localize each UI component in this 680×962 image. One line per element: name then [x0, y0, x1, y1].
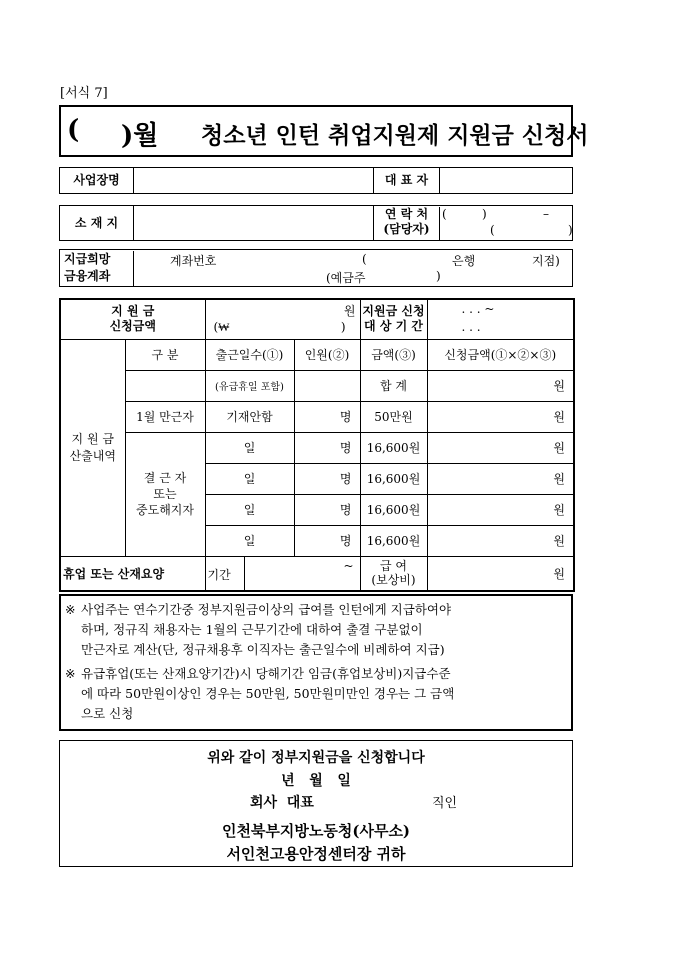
- wage-label-line1: 급 여: [380, 559, 407, 574]
- partial-days-cell[interactable]: 일: [205, 525, 294, 556]
- partial-label-line3: 중도해지자: [136, 503, 194, 517]
- paid-leave-note: (유급휴일 포함): [205, 370, 294, 401]
- address-label: 소 재 지: [60, 206, 134, 240]
- phone-close: ): [482, 207, 487, 221]
- partial-amount-cell: 16,600원: [360, 525, 427, 556]
- bank-label: [60, 251, 134, 286]
- partial-request-cell[interactable]: 원: [427, 432, 574, 463]
- title-paren-open: (: [67, 115, 80, 145]
- bank-name-suffix: 은행: [452, 254, 476, 268]
- amount-label-line2: 신청금액: [109, 319, 156, 334]
- partial-persons-cell[interactable]: 명: [294, 432, 360, 463]
- partial-request-cell[interactable]: 원: [427, 463, 574, 494]
- monthly-request-cell[interactable]: 원: [427, 401, 574, 432]
- partial-amount-cell: 16,600원: [360, 432, 427, 463]
- calc-side-label-line1: 지 원 금: [71, 431, 114, 446]
- declaration-text: 위와 같이 정부지원금을 신청합니다: [207, 750, 425, 766]
- partial-persons-cell[interactable]: 명: [294, 463, 360, 494]
- partial-request-cell[interactable]: 원: [427, 494, 574, 525]
- phone-dash: –: [543, 207, 549, 221]
- subsidy-table: [59, 298, 575, 592]
- recipient-name: 서인천고용안정센터장 귀하: [226, 845, 406, 863]
- wage-label-line2: (보상비): [371, 573, 416, 588]
- title-paren-close: )월: [121, 121, 159, 151]
- monthly-amount-cell: 50만원: [360, 401, 427, 432]
- partial-label-line1: 결 근 자: [143, 471, 187, 485]
- period-end: . . .: [461, 320, 481, 334]
- note-1-mark: ※: [65, 602, 76, 617]
- rep-field[interactable]: [440, 168, 572, 193]
- partial-label-line2: 또는: [153, 487, 177, 501]
- note-1-line2: 하며, 정규직 채용자는 1월의 근무기간에 대하여 출결 구분없이: [81, 622, 423, 637]
- staff-close: ): [568, 223, 573, 237]
- header-persons: 인원(②): [294, 339, 360, 370]
- account-holder-close: ): [436, 269, 441, 283]
- address-row: [59, 205, 573, 241]
- staff-open: (: [490, 223, 495, 237]
- amount-close: ): [340, 320, 346, 334]
- office-name: 인천북부지방노동청(사무소): [221, 822, 411, 840]
- amount-label: [60, 299, 205, 339]
- header-request: 신청금액(①×②×③): [427, 339, 574, 370]
- contact-label-line1: 연 락 처: [384, 207, 429, 221]
- note-2: [65, 664, 567, 724]
- bank-label-line2: 금융계좌: [64, 269, 111, 283]
- partial-days-cell[interactable]: 일: [205, 463, 294, 494]
- monthly-days-cell: 기재안함: [205, 401, 294, 432]
- partial-persons-cell[interactable]: 명: [294, 494, 360, 525]
- note-1-line3: 만근자로 계산(단, 정규채용후 이직자는 출근일수에 비례하여 지급): [81, 642, 445, 657]
- monthly-worker-label: 1월 만근자: [125, 401, 205, 432]
- title-text: 청소년 인턴 취업지원제 지원금 신청서: [201, 122, 589, 149]
- branch-suffix: 지점): [532, 254, 560, 268]
- contact-field[interactable]: [440, 206, 572, 240]
- account-holder-label: (예금주: [326, 271, 366, 285]
- bank-field[interactable]: [134, 250, 572, 286]
- partial-days-cell[interactable]: 일: [205, 494, 294, 525]
- leave-label: 휴업 또는 산재요양: [60, 556, 205, 591]
- title-box: [59, 105, 589, 157]
- period-field[interactable]: [427, 299, 574, 339]
- business-name-label: 사업장명: [60, 168, 134, 193]
- period-label-line2: 대 상 기 간: [364, 319, 423, 334]
- company-rep-label: 회사 대표: [250, 795, 314, 811]
- partial-days-cell[interactable]: 일: [205, 432, 294, 463]
- address-field[interactable]: [134, 206, 374, 240]
- leave-period-tilde: ~: [343, 558, 354, 573]
- total-category-cell: [125, 370, 205, 401]
- phone-open: (: [442, 207, 447, 221]
- amount-field[interactable]: [205, 299, 360, 339]
- header-days: 출근일수(①): [205, 339, 294, 370]
- bank-label-line1: 지급희망: [64, 252, 111, 266]
- period-label: [360, 299, 427, 339]
- total-persons-cell[interactable]: [294, 370, 360, 401]
- note-2-line3: 으로 신청: [81, 706, 134, 721]
- amount-won: 원: [343, 304, 356, 318]
- business-name-field[interactable]: [134, 168, 374, 193]
- wage-field[interactable]: 원: [427, 556, 574, 591]
- form-label: [서식 7]: [60, 86, 108, 101]
- account-number-label: 계좌번호: [170, 254, 217, 268]
- contact-label-line2: (담당자): [383, 222, 430, 236]
- note-1: [65, 600, 567, 660]
- partial-request-cell[interactable]: 원: [427, 525, 574, 556]
- calc-side-label-line2: 산출내역: [69, 448, 116, 463]
- seal-label: 직인: [432, 796, 458, 811]
- leave-period-field[interactable]: [205, 556, 360, 591]
- amount-currency: (₩: [213, 320, 230, 334]
- declaration-date[interactable]: 년 월 일: [281, 773, 351, 789]
- partial-persons-cell[interactable]: 명: [294, 525, 360, 556]
- note-1-line1: 사업주는 연수기간중 정부지원금이상의 급여를 인턴에게 지급하여야: [81, 602, 452, 617]
- leave-period-divider: [244, 557, 246, 590]
- declaration-box: [59, 740, 573, 867]
- partial-amount-cell: 16,600원: [360, 494, 427, 525]
- bank-row: [59, 249, 573, 287]
- header-amount: 금액(③): [360, 339, 427, 370]
- total-label: 합 계: [360, 370, 427, 401]
- note-2-line2: 에 따라 50만원이상인 경우는 50만원, 50만원미만인 경우는 그 금액: [81, 686, 455, 701]
- partial-amount-cell: 16,600원: [360, 463, 427, 494]
- note-2-mark: ※: [65, 666, 76, 681]
- leave-period-label: 기간: [207, 567, 231, 582]
- period-label-line1: 지원금 신청: [362, 304, 425, 319]
- wage-label: [360, 556, 427, 591]
- amount-label-line1: 지 원 금: [111, 304, 155, 319]
- bank-open: (: [362, 252, 367, 266]
- rep-label: 대 표 자: [374, 168, 440, 193]
- business-row: [59, 167, 573, 194]
- total-request-cell[interactable]: 원: [427, 370, 574, 401]
- partial-worker-label: [125, 432, 205, 556]
- monthly-persons-cell[interactable]: 명: [294, 401, 360, 432]
- period-start: . . . ~: [461, 302, 495, 316]
- notes-box: [59, 594, 573, 731]
- calc-side-label: [60, 339, 125, 556]
- header-category: 구 분: [125, 339, 205, 370]
- note-2-line1: 유급휴업(또는 산재요양기간)시 당해기간 임금(휴업보상비)지급수준: [81, 666, 451, 681]
- contact-label: [374, 207, 440, 240]
